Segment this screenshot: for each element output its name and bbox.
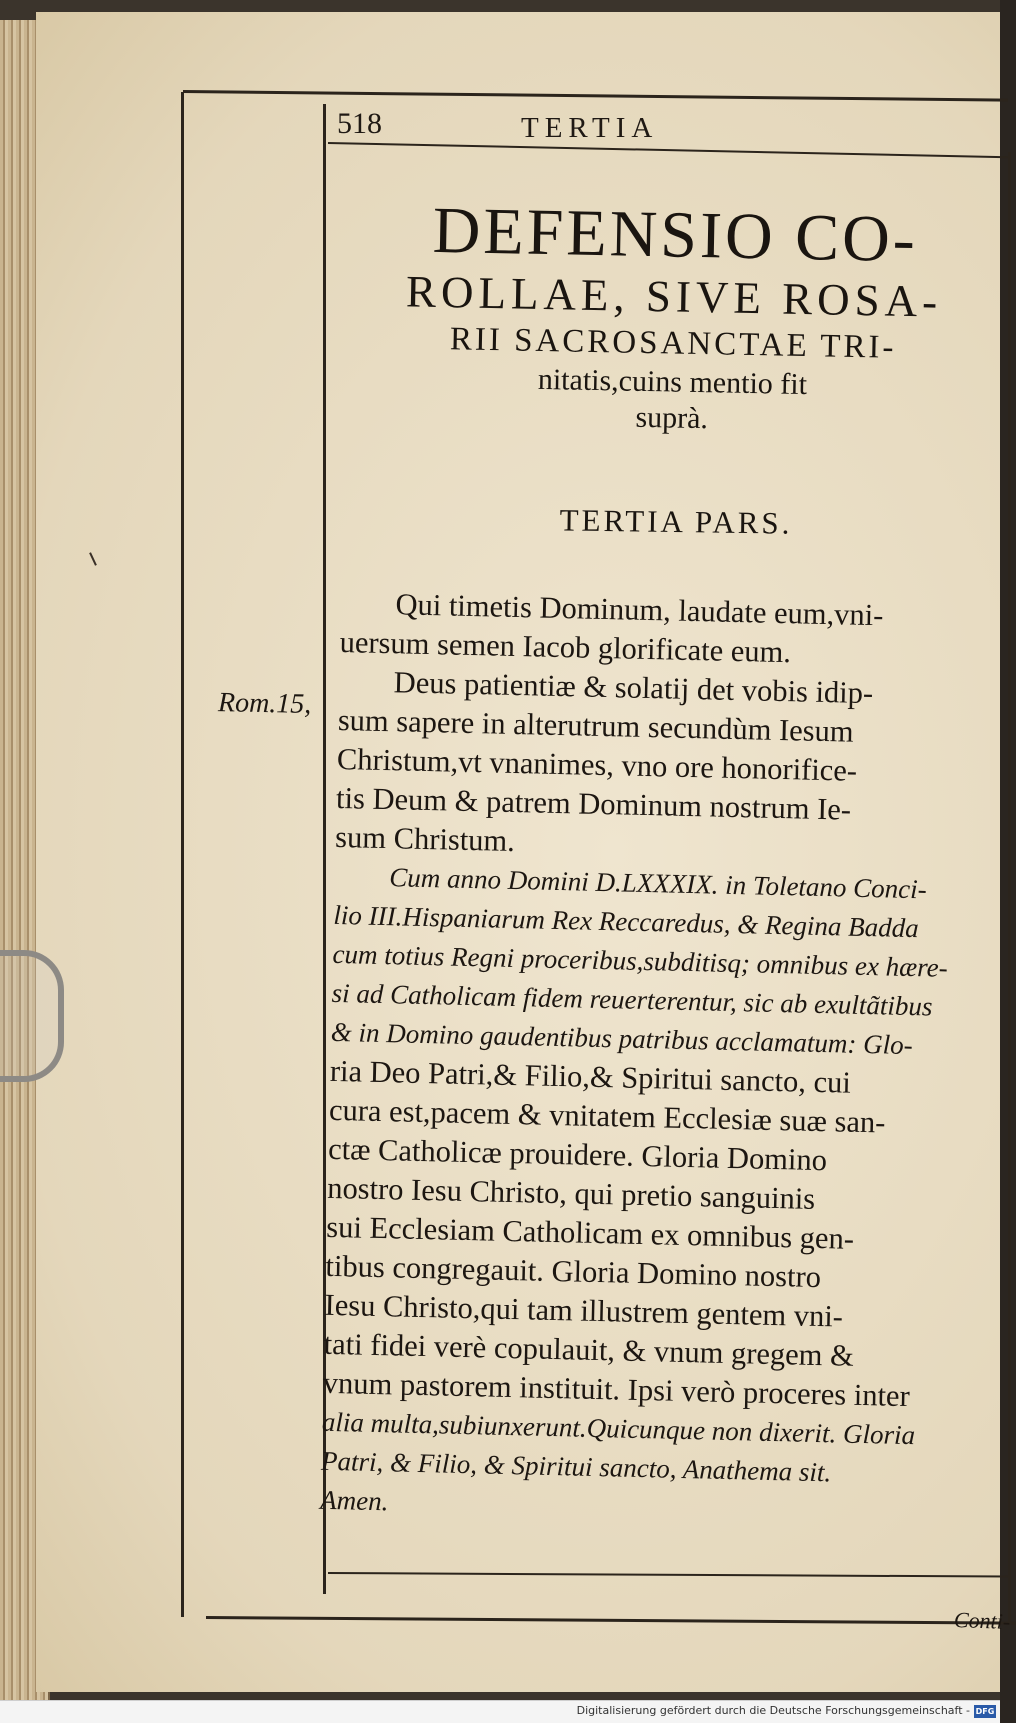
page-clip [0, 950, 64, 1082]
body-line: ctæ Catholicæ prouidere. Gloria Domino [327, 1131, 828, 1178]
body-line: uersum semen Iacob glorificate eum. [339, 624, 792, 670]
frame-top-rule [183, 90, 1008, 102]
body-line: sum Christum. [334, 819, 516, 859]
body-line: sum sapere in alterutrum secundùm Iesum [337, 702, 854, 749]
text-bottom-rule [328, 1572, 1008, 1578]
running-title: TERTIA [521, 112, 659, 144]
title-line: RII SACROSANCTAE TRI- [449, 321, 897, 366]
body-text [320, 584, 991, 1535]
body-line: sui Ecclesiam Catholicam ex omnibus gen- [326, 1209, 855, 1256]
section-heading: TERTIA PARS. [559, 502, 793, 541]
body-line: Iesu Christo,qui tam illustrem gentem vni- [324, 1287, 844, 1334]
body-line: Christum,vt vnanimes, vno ore honorifice- [336, 741, 858, 788]
body-line: nostro Iesu Christo, qui pretio sanguinis [326, 1170, 816, 1216]
title-line: DEFENSIO CO- [432, 193, 919, 277]
chapter-title [331, 194, 1015, 443]
title-line: nitatis,cuins mentio fit [537, 362, 808, 402]
body-line: & in Domino gaudentibus patribus acclamatum: Glo- [330, 1016, 913, 1061]
body-line: alia multa,subiunxerunt.Quicunque non dixerit. Gloria [321, 1406, 916, 1451]
body-line: cum totius Regni proceribus,subditisq; omnibus ex hære- [332, 938, 948, 983]
margin-reference: Rom.15, [217, 687, 312, 720]
body-line: Qui timetis Dominum, laudate eum,vni- [395, 587, 884, 633]
body-line: tati fidei verè copulauit, & vnum gregem & [323, 1326, 855, 1373]
body-line: lio III.Hispaniarum Rex Reccaredus, & Regina Badda [333, 899, 920, 944]
page-number: 518 [337, 107, 382, 140]
body-line: si ad Catholicam fidem reuerterentur, sic ab exultãtibus [331, 977, 933, 1022]
body-line: vnum pastorem instituit. Ipsi verò proceres inter [322, 1365, 911, 1414]
body-line: Patri, & Filio, & Spiritui sancto, Anathema sit. [320, 1445, 832, 1488]
title-line: ROLLAE, SIVE ROSA- [405, 266, 943, 327]
book-page [36, 12, 1011, 1692]
frame-bottom-rule [206, 1616, 1016, 1625]
body-line: cura est,pacem & vnitatem Ecclesiæ suæ san- [328, 1092, 886, 1140]
body-line: ria Deo Patri,& Filio,& Spiritui sancto, cui [329, 1053, 852, 1100]
title-line: suprà. [635, 400, 709, 436]
ink-speck [89, 552, 97, 566]
frame-left-rule [181, 92, 184, 1617]
footer-credit: Digitalisierung gefördert durch die Deutsche Forschungsgemeinschaft - [576, 1704, 970, 1717]
dfg-logo: DFG [975, 1707, 995, 1716]
digitization-footer [0, 1700, 1000, 1723]
body-line: tis Deum & patrem Dominum nostrum Ie- [335, 780, 852, 827]
body-line: tibus congregauit. Gloria Domino nostro [325, 1248, 822, 1295]
body-line: Cum anno Domini D.LXXXIX. in Toletano Conci- [389, 862, 928, 905]
body-line: Deus patientiæ & solatij det vobis idip- [393, 665, 874, 711]
header-rule [328, 142, 1008, 158]
body-line: Amen. [319, 1484, 389, 1517]
catchword: Conti- [953, 1607, 1011, 1634]
